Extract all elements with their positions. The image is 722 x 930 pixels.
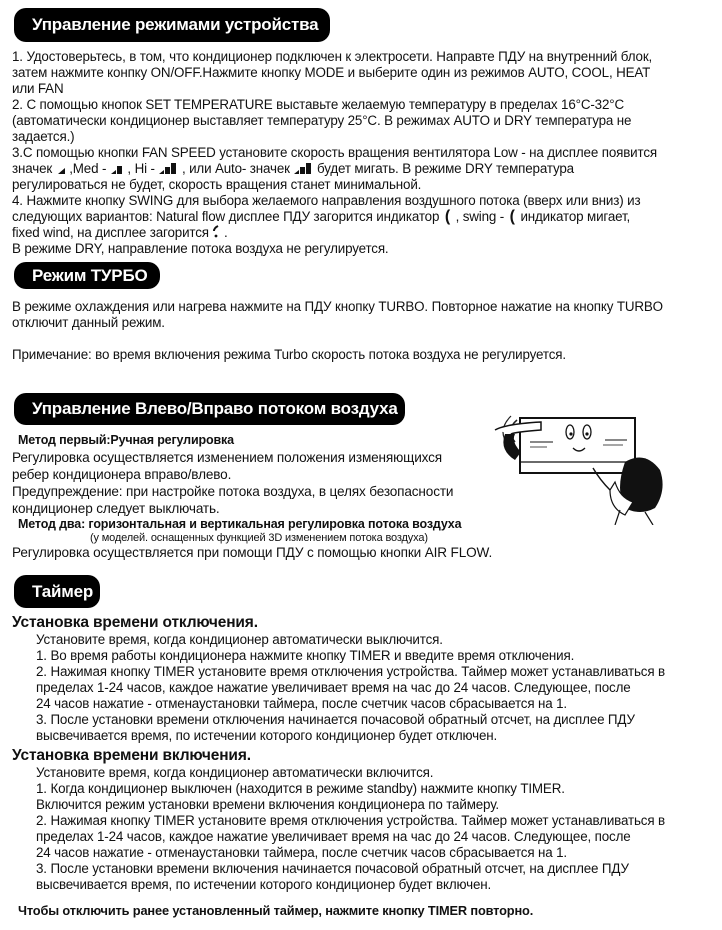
fixed-wind-icon bbox=[212, 225, 220, 238]
text-line: регулироваться не будет, скорость вращения станет минимальной. bbox=[12, 177, 422, 192]
text-line-fan-speed bbox=[12, 161, 718, 177]
text-fragment: fixed wind, на дисплее загорится bbox=[12, 225, 213, 240]
text-line: затем нажмите конпку ON/OFF.Нажмите кнопку MODE и выберите один из режимов AUTO, COOL, HEAT bbox=[12, 65, 651, 80]
timer-body bbox=[12, 613, 722, 893]
method-one-title: Метод первый:Ручная регулировка bbox=[18, 433, 234, 447]
text-line: 1. Когда кондиционер выключен (находится в режиме standby) нажмите кнопку TIMER. bbox=[36, 781, 565, 796]
timer-off-steps bbox=[12, 632, 722, 744]
text-line: 3. После установки времени включения начинается почасовой обратный отсчет, на дисплее ПДУ bbox=[36, 861, 629, 876]
text-line: 1. Во время работы кондиционера нажмите кнопку TIMER и введите время отключения. bbox=[36, 648, 575, 663]
modes-body bbox=[12, 49, 718, 257]
text-line: пределах 1-24 часов, каждое нажатие увеличивает время на час до 24 часов. Следующее, после bbox=[36, 829, 631, 844]
text-fragment: будет мигать. В режиме DRY температура bbox=[317, 161, 574, 176]
text-line: Установите время, когда кондиционер автоматически выключится. bbox=[36, 632, 443, 647]
text-line: задается.) bbox=[12, 129, 75, 144]
fan-auto-icon bbox=[293, 163, 313, 174]
text-fragment: значек bbox=[12, 161, 56, 176]
section-title-modes: Управление режимами устройства bbox=[32, 15, 319, 34]
text-line-fixed-wind bbox=[12, 225, 718, 241]
text-fragment: индикатор мигает, bbox=[520, 209, 631, 224]
text-line: Включится режим установки времени включения кондиционера по таймеру. bbox=[36, 797, 499, 812]
timer-on-heading: Установка времени включения. bbox=[12, 747, 251, 764]
text-line: 3. После установки времени отключения начинается почасовой обратный отсчет, на дисплее ПДУ bbox=[36, 712, 635, 727]
text-fragment: , Hi - bbox=[127, 161, 159, 176]
text-line: ребер кондиционера вправо/влево. bbox=[12, 467, 232, 482]
text-line: (автоматически кондиционер выставляет температуру 25°C. В режимах AUTO и DRY температура не bbox=[12, 113, 632, 128]
text-line: высвечивается время, по истечении которого кондиционер будет отключен. bbox=[36, 728, 498, 743]
text-line: В режиме охлаждения или нагрева нажмите на ПДУ кнопку TURBO. Повторное нажатие на кнопку TURBO bbox=[12, 299, 663, 314]
text-line: Регулировка осуществляется изменением положения изменяющихся bbox=[12, 450, 442, 465]
text-line: отключит данный режим. bbox=[12, 315, 165, 330]
method-two-title: Метод два: горизонтальная и вертикальная регулировка потока воздуха bbox=[18, 517, 462, 531]
text-fragment: следующих вариантов: Natural flow дисплее ПДУ загорится индикатор bbox=[12, 209, 443, 224]
text-fragment: , swing - bbox=[455, 209, 508, 224]
section-header-timer bbox=[14, 575, 100, 608]
text-line: 24 часов нажатие - отменаустановки таймера, после счетчик часов сбрасывается на 1. bbox=[36, 696, 567, 711]
section-title-turbo: Режим ТУРБО bbox=[32, 265, 148, 285]
text-line: Предупреждение: при настройке потока воздуха, в целях безопасности bbox=[12, 484, 454, 499]
text-fragment: , или Auto- значек bbox=[181, 161, 294, 176]
text-line: В режиме DRY, направление потока воздуха не регулируется. bbox=[12, 241, 389, 256]
section-header-modes bbox=[14, 8, 330, 42]
text-line: 1. Удостоверьтесь, в том, что кондиционер подключен к электросети. Направте ПДУ на внутренний блок, bbox=[12, 49, 653, 64]
timer-off-heading: Установка времени отключения. bbox=[12, 614, 258, 631]
text-line: высвечивается время, по истечении которого кондиционер будет включен. bbox=[36, 877, 492, 892]
section-header-airflow bbox=[14, 393, 405, 425]
text-line: Установите время, когда кондиционер автоматически включится. bbox=[36, 765, 434, 780]
air-conditioner-illustration bbox=[475, 390, 675, 525]
section-title-airflow: Управление Влево/Вправо потоком воздуха bbox=[32, 399, 398, 418]
spacer bbox=[12, 331, 718, 347]
text-line: Регулировка осуществляется при помощи ПДУ с помощью кнопки AIR FLOW. bbox=[12, 545, 493, 560]
fan-med-icon bbox=[110, 164, 124, 174]
text-line: 4. Нажмите кнопку SWING для выбора желаемого направления воздушного потока (вверх или вниз) из bbox=[12, 193, 641, 208]
fan-low-icon bbox=[56, 164, 66, 174]
timer-cancel-note bbox=[18, 903, 533, 919]
text-fragment: . bbox=[224, 225, 228, 240]
section-title-timer: Таймер bbox=[32, 581, 94, 601]
natural-flow-icon: ( bbox=[444, 208, 451, 225]
text-line: кондиционер следует выключать. bbox=[12, 501, 220, 516]
method-two-subtitle: (у моделей. оснащенных функцией 3D изменением потока воздуха) bbox=[90, 532, 428, 544]
timer-cancel-note-text: Чтобы отключить ранее установленный таймер, нажмите кнопку TIMER повторно. bbox=[18, 903, 534, 918]
text-line: 3.С помощью кнопки FAN SPEED установите скорость вращения вентилятора Low - на дисплее появится bbox=[12, 145, 657, 160]
turbo-body bbox=[12, 299, 718, 363]
text-line: 24 часов нажатие - отменаустановки таймера, после счетчик часов сбрасывается на 1. bbox=[36, 845, 567, 860]
text-line-swing bbox=[12, 209, 718, 225]
swing-icon: ( bbox=[509, 208, 515, 225]
turbo-note: Примечание: во время включения режима Turbo скорость потока воздуха не регулируется. bbox=[12, 347, 566, 362]
text-line: пределах 1-24 часов, каждое нажатие увеличивает время на час до 24 часов. Следующее, после bbox=[36, 680, 631, 695]
section-header-turbo bbox=[14, 262, 160, 289]
timer-on-steps bbox=[12, 765, 722, 893]
text-line: 2. С помощью кнопок SET TEMPERATURE выставьте желаемую температуру в пределах 16°C-32°C bbox=[12, 97, 624, 112]
fan-high-icon bbox=[158, 163, 178, 174]
text-line: 2. Нажимая кнопку TIMER установите время отключения устройства. Таймер может устанавливаться в bbox=[36, 813, 665, 828]
airflow-body bbox=[12, 432, 552, 561]
text-fragment: ,Med - bbox=[69, 161, 110, 176]
text-line: 2. Нажимая кнопку TIMER установите время отключения устройства. Таймер может устанавливаться в bbox=[36, 664, 665, 679]
text-line: или FAN bbox=[12, 81, 64, 96]
